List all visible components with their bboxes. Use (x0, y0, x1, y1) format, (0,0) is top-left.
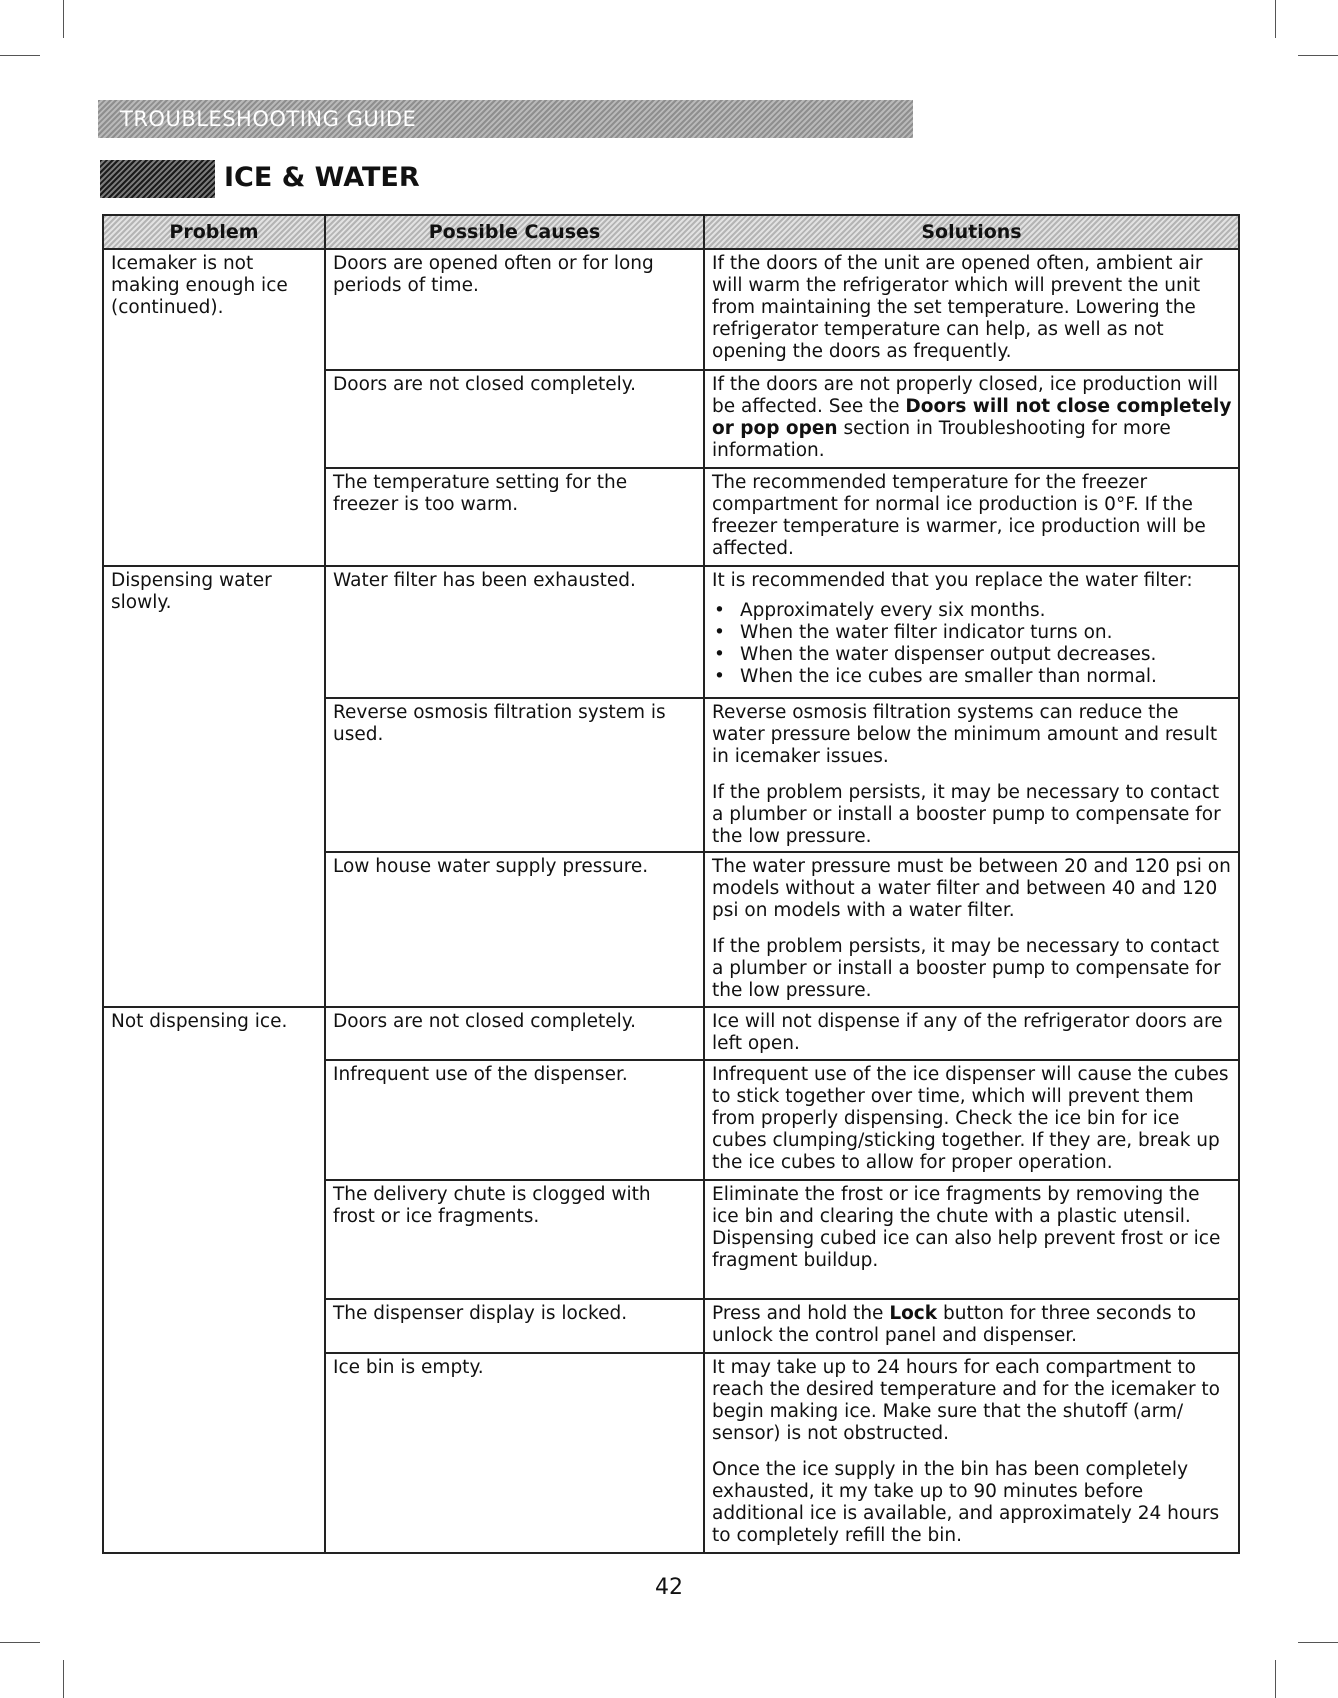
solution-emphasis: Doors will not close completely or pop open (712, 396, 1232, 439)
cause-cell: The temperature setting for the freezer is too warm. (325, 468, 704, 566)
page-number: 42 (655, 1575, 683, 1600)
troubleshooting-table (102, 214, 1240, 1554)
column-header-causes: Possible Causes (325, 215, 704, 249)
cause-cell: Water filter has been exhausted. (325, 566, 704, 698)
solution-text: If the doors are not properly closed, ice production will be affected. See the (712, 374, 1219, 417)
solution-cell: The recommended temperature for the freezer compartment for normal ice production is 0°F. If the freezer temperature is warmer, ice production will be affected. (704, 468, 1239, 566)
solution-cell: Ice will not dispense if any of the refrigerator doors are left open. (704, 1007, 1239, 1060)
cause-cell: Doors are not closed completely. (325, 370, 704, 468)
solution-cell: Infrequent use of the ice dispenser will cause the cubes to stick together over time, which will prevent them from properly dispensing. Check the ice bin for ice cubes clumping/sticking together. If they are, break up the ice cubes to allow for proper operation. (704, 1060, 1239, 1180)
cause-cell: Ice bin is empty. (325, 1353, 704, 1553)
solution-text: Press and hold the (712, 1303, 890, 1324)
table-row (103, 566, 1239, 698)
section-marker (100, 160, 215, 198)
cause-cell: Doors are opened often or for long periods of time. (325, 249, 704, 370)
problem-cell: Not dispensing ice. (103, 1007, 325, 1553)
section-title: ICE & WATER (224, 162, 420, 193)
crop-mark (1298, 55, 1338, 56)
solution-bullet-list (712, 600, 1232, 688)
solution-text: Reverse osmosis filtration systems can reduce the water pressure below the minimum amount and result in icemaker issues. (712, 702, 1218, 767)
problem-cell: Dispensing water slowly. (103, 566, 325, 1007)
cause-cell: Low house water supply pressure. (325, 852, 704, 1007)
solution-text: Once the ice supply in the bin has been completely exhausted, it my take up to 90 minutes before additional ice is available, and approximately 24 hours to completely refill the bin. (712, 1459, 1220, 1546)
solution-cell (704, 566, 1239, 698)
solution-cell (704, 370, 1239, 468)
crop-mark (0, 1642, 40, 1643)
table-header-row (103, 215, 1239, 249)
crop-mark (1298, 1642, 1338, 1643)
table-row (103, 249, 1239, 370)
cause-cell: Infrequent use of the dispenser. (325, 1060, 704, 1180)
cause-cell: Doors are not closed completely. (325, 1007, 704, 1060)
solution-text: section in Troubleshooting for more information. (712, 418, 1171, 461)
crop-mark (1275, 0, 1276, 38)
guide-banner: TROUBLESHOOTING GUIDE (98, 100, 913, 138)
table-row (103, 1007, 1239, 1060)
solution-cell: Eliminate the frost or ice fragments by removing the ice bin and clearing the chute with a plastic utensil. Dispensing cubed ice can also help prevent frost or ice fragment buildup. (704, 1180, 1239, 1299)
problem-cell: Icemaker is not making enough ice (continued). (103, 249, 325, 566)
solution-cell (704, 852, 1239, 1007)
solution-cell (704, 1299, 1239, 1353)
solution-cell: If the doors of the unit are opened often, ambient air will warm the refrigerator which will prevent the unit from maintaining the set temperature. Lowering the refrigerator temperature can help, as well as not opening the doors as frequently. (704, 249, 1239, 370)
solution-cell (704, 698, 1239, 852)
solution-text: button for three seconds to unlock the control panel and dispenser. (712, 1303, 1197, 1346)
column-header-solutions: Solutions (704, 215, 1239, 249)
list-item: • When the ice cubes are smaller than normal. (712, 666, 1232, 688)
solution-text: It is recommended that you replace the water filter: (712, 570, 1193, 591)
list-item: • When the water filter indicator turns on. (712, 622, 1232, 644)
solution-emphasis: Lock (889, 1303, 938, 1324)
solution-text: If the problem persists, it may be necessary to contact a plumber or install a booster pump to compensate for the low pressure. (712, 782, 1221, 847)
cause-cell: The delivery chute is clogged with frost or ice fragments. (325, 1180, 704, 1299)
column-header-problem: Problem (103, 215, 325, 249)
solution-text: It may take up to 24 hours for each compartment to reach the desired temperature and for the icemaker to begin making ice. Make sure that the shutoff (arm/ sensor) is not obstructed. (712, 1357, 1221, 1444)
solution-text: If the problem persists, it may be necessary to contact a plumber or install a booster pump to compensate for the low pressure. (712, 936, 1221, 1001)
list-item: • When the water dispenser output decreases. (712, 644, 1232, 666)
cause-cell: The dispenser display is locked. (325, 1299, 704, 1353)
crop-mark (1275, 1660, 1276, 1698)
list-item: • Approximately every six months. (712, 600, 1232, 622)
crop-mark (0, 55, 40, 56)
crop-mark (63, 0, 64, 38)
cause-cell: Reverse osmosis filtration system is used. (325, 698, 704, 852)
solution-cell (704, 1353, 1239, 1553)
crop-mark (63, 1660, 64, 1698)
solution-text: The water pressure must be between 20 and 120 psi on models without a water filter and between 40 and 120 psi on models with a water filter. (712, 856, 1231, 921)
